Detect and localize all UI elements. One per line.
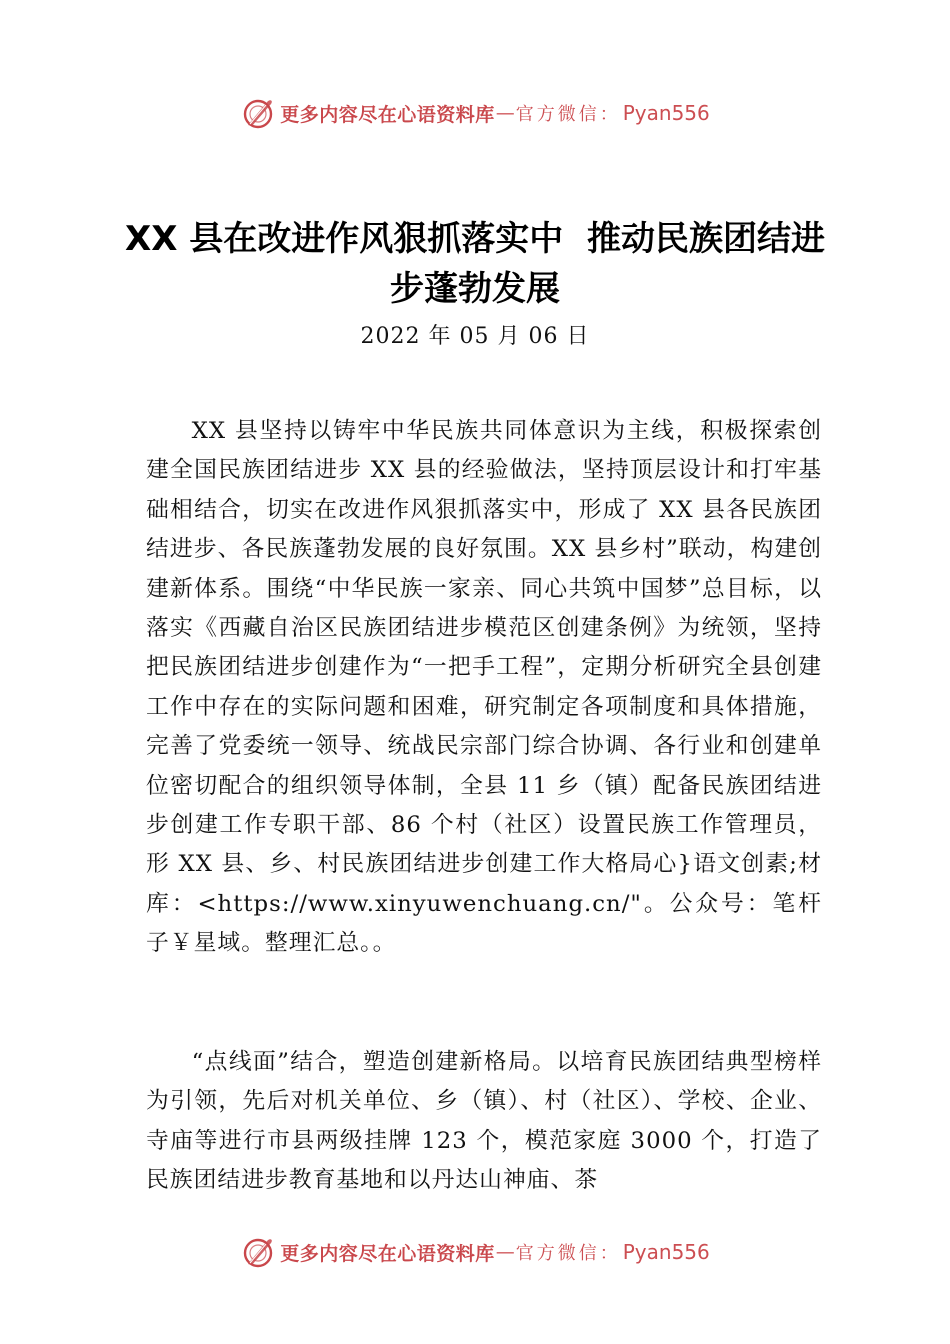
watermark-separator: — [495, 1241, 515, 1263]
watermark-wechat-label: 官方微信： [515, 1243, 621, 1264]
watermark-wechat-label: 官方微信： [515, 104, 621, 125]
watermark-wechat-id: Pyan556 [622, 1240, 710, 1264]
document-date: 2022 年 05 月 06 日 [360, 324, 590, 349]
watermark-separator: — [495, 102, 515, 124]
watermark-site-text: 更多内容尽在心语资料库 [280, 1242, 495, 1265]
watermark-site-text: 更多内容尽在心语资料库 [280, 103, 495, 126]
body-paragraph-1: XX 县坚持以铸牢中华民族共同体意识为主线，积极探索创建全国民族团结进步 XX 县的经验做法，坚持顶层设计和打牢基础相结合，切实在改进作风狠抓落实中，形成了 XX 县各民族团结进步、各民族蓬勃发展的良好氛围。XX 县乡村”联动，构建创建新体系。围绕“中华民族一家亲、同心共筑中国梦”总目标，以落实《西藏自治区民族团结进步模范区创建条例》为统领，坚持把民族团结进步创建作为“一把手工程”，定期分析研究全县创建工作中存在的实际问题和困难，研究制定各项制度和具体措施，完善了党委统一领导、统战民宗部门综合协调、各行业和创建单位密切配合的组织领导体制，全县 11 乡（镇）配备民族团结进步创建工作专职干部、86 个村（社区）设置民族工作管理员， 形 XX 县、乡、村民族团结进步创建工作大格局心}语文创素;材库：<https://www.xinyuwenchuang.cn/"。公众号：笔杆子￥星域。整理汇总。。 [146, 418, 822, 957]
watermark-wechat-id: Pyan556 [622, 101, 710, 125]
document-title: XX 县在改进作风狠抓落实中 推动民族团结进步蓬勃发展 [125, 219, 825, 309]
feather-pen-seal-logo [240, 1234, 276, 1270]
watermark-banner-top [0, 93, 950, 133]
watermark-banner-bottom [0, 1232, 950, 1272]
body-paragraph-2: “点线面”结合，塑造创建新格局。以培育民族团结典型榜样为引领，先后对机关单位、乡（镇）、村（社区）、学校、企业、寺庙等进行市县两级挂牌 123 个，模范家庭 3000 个，打造了民族团结进步教育基地和以丹达山神庙、茶 [146, 1049, 822, 1194]
feather-pen-seal-logo [240, 95, 276, 131]
